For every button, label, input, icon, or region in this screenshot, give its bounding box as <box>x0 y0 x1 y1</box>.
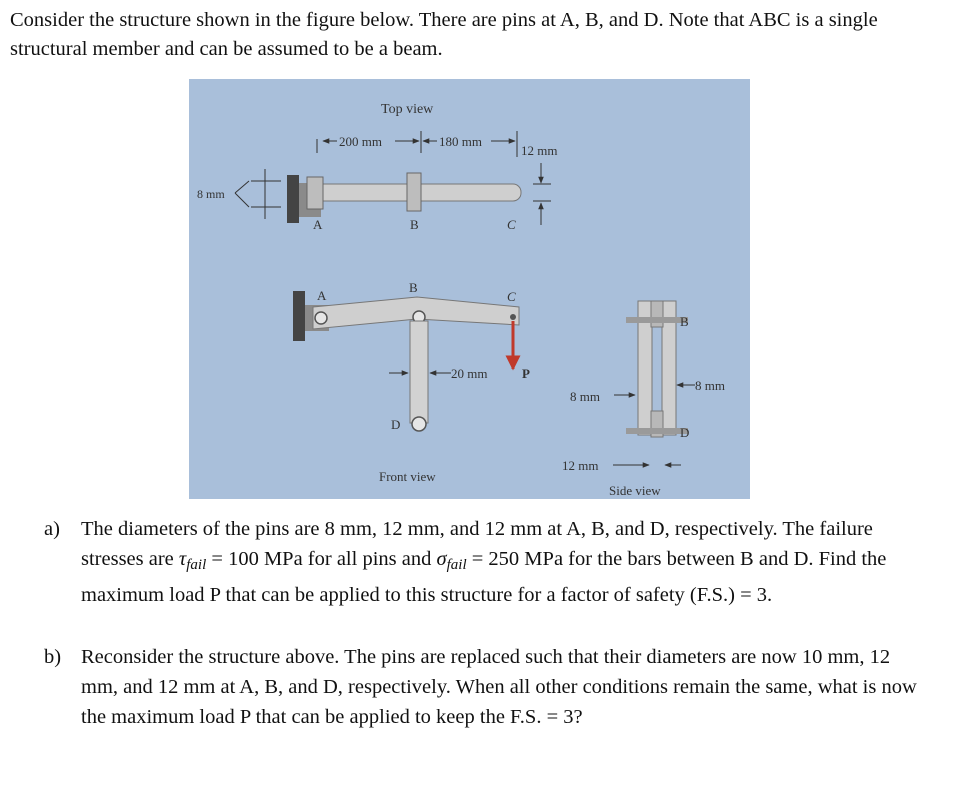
top-view-title: Top view <box>381 102 434 117</box>
dim-bar-label: 20 mm <box>451 366 488 381</box>
question-b <box>44 642 929 732</box>
dim-leader <box>235 193 249 207</box>
question-text: = 250 MPa for the bars between B and D. Find the maximum load P that can be applied to this structure for a factor of safety (F.S.) = 3. <box>81 548 887 606</box>
bar-bd-front <box>410 321 428 423</box>
top-view <box>197 102 557 232</box>
side-dim-left-label: 8 mm <box>570 389 600 404</box>
dim-leader <box>235 181 249 193</box>
pin-d-front <box>412 417 426 431</box>
side-pin-b <box>626 317 688 323</box>
top-label-c: C <box>507 217 516 232</box>
tau-symbol: τ <box>178 548 187 570</box>
side-dim-right-label: 8 mm <box>695 378 725 393</box>
tau-subscript: fail <box>186 557 207 573</box>
dim-c-width-label: 12 mm <box>521 143 558 158</box>
side-label-b: B <box>680 314 689 329</box>
dim-a-pin-label: 8 mm <box>197 187 225 201</box>
wall-support <box>293 291 305 341</box>
structure-diagram <box>189 79 750 499</box>
dim-bc-label: 180 mm <box>439 134 482 149</box>
front-label-c: C <box>507 289 516 304</box>
question-text: Reconsider the structure above. The pins are replaced such that their diameters are now 10 mm, 12 mm, and 12 mm at A, B, and D, respectively. When all other conditions remain the same, what is now the maximum load P that can be applied to keep the F.S. = 3? <box>81 646 917 728</box>
top-label-a: A <box>313 217 323 232</box>
side-view-title: Side view <box>609 483 661 498</box>
intro-paragraph: Consider the structure shown in the figure below. There are pins at A, B, and D. Note that ABC is a single structural member and can be assumed to be a beam. <box>10 9 878 60</box>
question-label: b) <box>44 646 62 668</box>
dim-ab-label: 200 mm <box>339 134 382 149</box>
pin-a-top <box>307 177 323 209</box>
side-label-d: D <box>680 425 690 440</box>
pin-b-top <box>407 173 421 211</box>
question-text: = 100 MPa for all pins and <box>206 548 437 570</box>
structure-figure <box>189 79 750 499</box>
front-view-title: Front view <box>379 469 436 484</box>
sigma-symbol: σ <box>436 548 447 570</box>
load-p-label: P <box>522 366 530 381</box>
top-label-b: B <box>410 217 419 232</box>
side-pin-d <box>626 428 688 434</box>
side-beam <box>651 301 663 327</box>
wall-support <box>287 175 299 223</box>
sigma-subscript: fail <box>446 557 467 573</box>
front-label-d: D <box>391 417 401 432</box>
question-a <box>44 514 929 610</box>
side-view <box>562 301 725 498</box>
front-view <box>293 280 530 484</box>
side-dim-bottom-label: 12 mm <box>562 458 599 473</box>
question-text: The diameters of the pins are 8 mm, 12 mm, and 12 mm at A, B, and D, respectively. The failure stresses are <box>81 518 873 570</box>
front-label-b: B <box>409 280 418 295</box>
pin-a-front <box>315 312 327 324</box>
point-c-front <box>510 314 516 320</box>
question-label: a) <box>44 518 60 540</box>
question-list <box>44 514 929 732</box>
front-label-a: A <box>317 288 327 303</box>
